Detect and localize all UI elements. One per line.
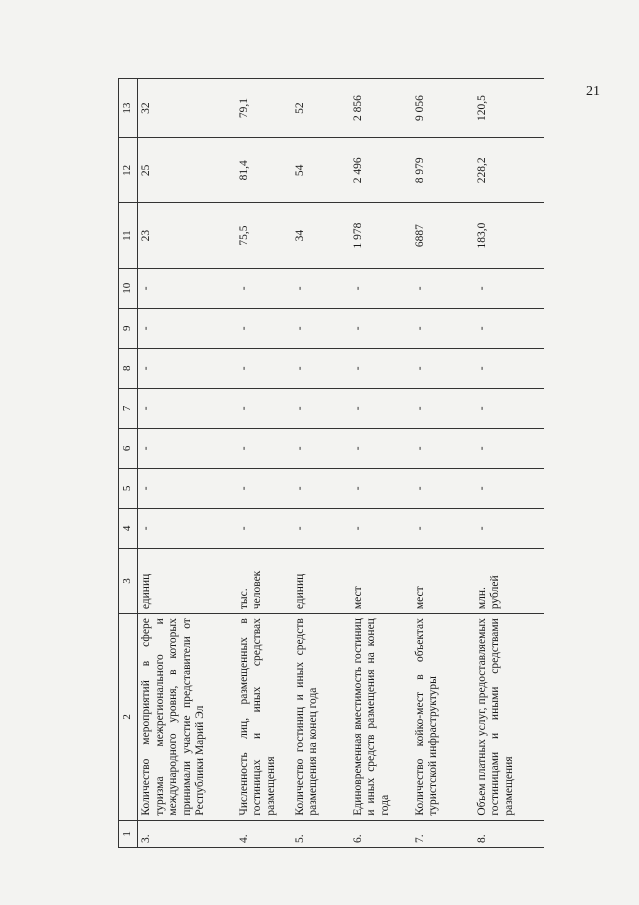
value-cell: - <box>474 428 544 468</box>
value-cell: 2 856 <box>350 79 412 138</box>
value-cell: 79,1 <box>236 79 292 138</box>
value-cell: - <box>350 388 412 428</box>
header-cell: 13 <box>119 79 138 138</box>
unit-of-measure: тыс. человек <box>236 548 292 613</box>
row-number: 3. <box>138 820 236 847</box>
value-cell: - <box>292 348 350 388</box>
row-number: 6. <box>350 820 412 847</box>
value-cell: - <box>412 308 474 348</box>
value-cell: - <box>474 388 544 428</box>
value-cell: 81,4 <box>236 138 292 203</box>
value-cell: - <box>236 348 292 388</box>
header-cell: 10 <box>119 268 138 308</box>
value-cell: - <box>350 428 412 468</box>
value-cell: - <box>292 268 350 308</box>
value-cell: - <box>474 308 544 348</box>
value-cell: - <box>350 308 412 348</box>
value-cell: - <box>412 388 474 428</box>
value-cell: 32 <box>138 79 236 138</box>
table-row <box>412 79 474 848</box>
header-cell: 6 <box>119 428 138 468</box>
unit-of-measure: мест <box>350 548 412 613</box>
value-cell: - <box>292 508 350 548</box>
value-cell: - <box>412 348 474 388</box>
value-cell: - <box>292 388 350 428</box>
value-cell: - <box>138 428 236 468</box>
value-cell: - <box>412 428 474 468</box>
row-number: 4. <box>236 820 292 847</box>
value-cell: 1 978 <box>350 203 412 268</box>
header-cell: 4 <box>119 508 138 548</box>
indicator-name: Количество койко-мест в объектах туристской инфраструктуры <box>412 614 474 820</box>
table-row <box>236 79 292 848</box>
value-cell: - <box>138 348 236 388</box>
header-cell: 12 <box>119 138 138 203</box>
value-cell: - <box>236 388 292 428</box>
value-cell: 54 <box>292 138 350 203</box>
value-cell: - <box>236 428 292 468</box>
page-number: 21 <box>586 84 600 99</box>
indicators-table <box>118 78 544 848</box>
unit-of-measure: млн. рублей <box>474 548 544 613</box>
header-cell: 11 <box>119 203 138 268</box>
table-row <box>138 79 236 848</box>
value-cell: 25 <box>138 138 236 203</box>
indicator-name: Единовременная вместимость гостиниц и иных средств размещения на конец года <box>350 614 412 820</box>
indicator-name: Численность лиц, размещенных в гостиницах и иных средствах размещения <box>236 614 292 820</box>
table-row <box>474 79 544 848</box>
value-cell: - <box>412 468 474 508</box>
rotated-table-wrapper <box>118 78 518 848</box>
header-cell: 2 <box>119 614 138 820</box>
value-cell: - <box>236 268 292 308</box>
value-cell: - <box>350 508 412 548</box>
value-cell: - <box>292 428 350 468</box>
value-cell: - <box>236 308 292 348</box>
header-cell: 5 <box>119 468 138 508</box>
value-cell: - <box>412 508 474 548</box>
unit-of-measure: единиц <box>292 548 350 613</box>
value-cell: - <box>138 268 236 308</box>
header-cell: 7 <box>119 388 138 428</box>
value-cell: - <box>474 468 544 508</box>
value-cell: - <box>138 308 236 348</box>
value-cell: - <box>236 468 292 508</box>
value-cell: 34 <box>292 203 350 268</box>
value-cell: - <box>138 468 236 508</box>
header-cell: 3 <box>119 548 138 613</box>
value-cell: 120,5 <box>474 79 544 138</box>
row-number: 7. <box>412 820 474 847</box>
value-cell: 228,2 <box>474 138 544 203</box>
value-cell: - <box>236 508 292 548</box>
header-cell: 1 <box>119 820 138 847</box>
value-cell: - <box>292 468 350 508</box>
value-cell: - <box>474 348 544 388</box>
value-cell: 9 056 <box>412 79 474 138</box>
value-cell: 75,5 <box>236 203 292 268</box>
value-cell: - <box>138 508 236 548</box>
value-cell: 23 <box>138 203 236 268</box>
value-cell: 6887 <box>412 203 474 268</box>
header-cell: 9 <box>119 308 138 348</box>
value-cell: - <box>474 508 544 548</box>
value-cell: - <box>412 268 474 308</box>
value-cell: - <box>292 308 350 348</box>
header-cell: 8 <box>119 348 138 388</box>
value-cell: 2 496 <box>350 138 412 203</box>
table-row <box>292 79 350 848</box>
indicator-name: Количество гостиниц и иных средств размещения на конец года <box>292 614 350 820</box>
header-row <box>119 79 138 848</box>
indicator-name: Количество мероприятий в сфере туризма межрегионального и международного уровня, в которых принимали участие представители от Республики Марий Эл <box>138 614 236 820</box>
row-number: 8. <box>474 820 544 847</box>
value-cell: 52 <box>292 79 350 138</box>
unit-of-measure: мест <box>412 548 474 613</box>
row-number: 5. <box>292 820 350 847</box>
unit-of-measure: единиц <box>138 548 236 613</box>
value-cell: 183,0 <box>474 203 544 268</box>
indicator-name: Объем платных услуг, предоставляемых гостиницами и иными средствами размещения <box>474 614 544 820</box>
value-cell: 8 979 <box>412 138 474 203</box>
value-cell: - <box>350 268 412 308</box>
table-row <box>350 79 412 848</box>
value-cell: - <box>138 388 236 428</box>
value-cell: - <box>474 268 544 308</box>
value-cell: - <box>350 348 412 388</box>
value-cell: - <box>350 468 412 508</box>
